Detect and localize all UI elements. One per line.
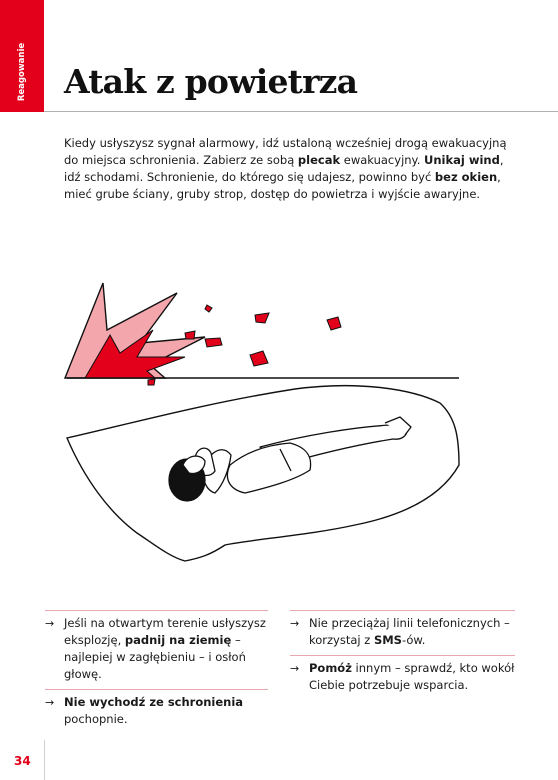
tips-left-column <box>45 610 268 734</box>
explosion-graphic <box>65 283 205 378</box>
section-tab-label: Reagowanie <box>17 42 27 102</box>
arrow-right-icon: → <box>290 662 300 675</box>
tip-item <box>45 689 268 734</box>
title-divider <box>44 111 558 112</box>
tip-item <box>45 610 268 689</box>
tip-text: Pomóż innym – sprawdź, kto wokół Ciebie potrzebuje wsparcia. <box>309 661 515 692</box>
arrow-right-icon: → <box>290 617 300 630</box>
page-number: 34 <box>14 754 31 768</box>
tip-text: Jeśli na otwartym terenie usłyszysz eksplozję, padnij na ziemię – najlepiej w zagłębieniu – i osłoń głowę. <box>64 616 266 681</box>
page-title: Atak z powietrza <box>64 62 358 101</box>
tip-item <box>290 610 515 655</box>
section-tab <box>0 0 44 112</box>
air-attack-illustration <box>55 275 475 575</box>
tip-text: Nie przeciążaj linii telefonicznych – korzystaj z SMS-ów. <box>309 616 510 647</box>
prone-person <box>169 417 411 501</box>
tips-right-column <box>290 610 515 700</box>
tip-text: Nie wychodź ze schronienia pochopnie. <box>64 695 244 726</box>
arrow-right-icon: → <box>45 617 55 630</box>
arrow-right-icon: → <box>45 696 55 709</box>
tip-item <box>290 655 515 700</box>
footer-divider <box>44 740 45 780</box>
intro-paragraph: Kiedy usłyszysz sygnał alarmowy, idź ustaloną wcześniej drogą ewakuacyjną do miejsca schronienia. Zabierz ze sobą plecak ewakuacyjny. Unikaj wind, idź schodami. Schronienie, do którego się udajesz, powinno być bez okien, mieć grube ściany, gruby strop, dostęp do powietrza i wyjście awaryjne. <box>64 136 507 201</box>
